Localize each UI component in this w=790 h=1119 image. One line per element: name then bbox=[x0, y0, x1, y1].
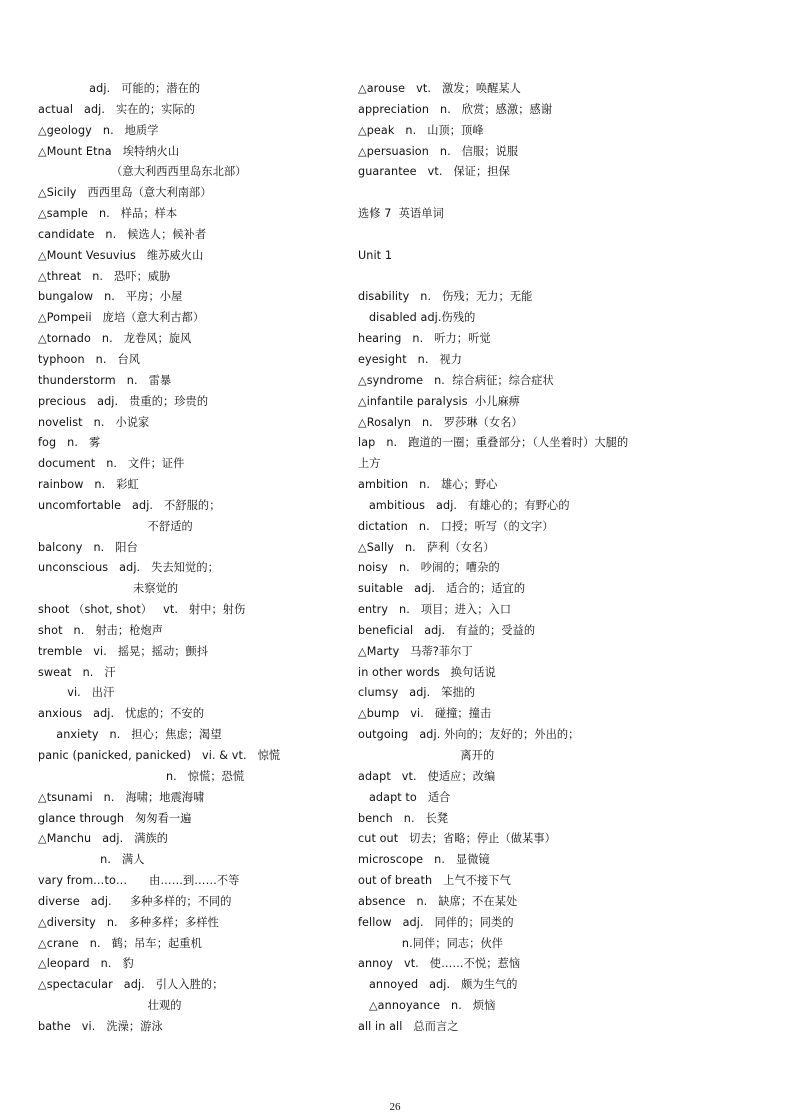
vocab-line: bench n. 长凳 bbox=[358, 811, 449, 825]
vocab-line: typhoon n. 台风 bbox=[38, 352, 141, 366]
vocab-line: shot n. 射击；枪炮声 bbox=[38, 623, 164, 637]
vocab-line: annoyed adj. 颇为生气的 bbox=[358, 978, 518, 992]
vocab-line: out of breath 上气不接下气 bbox=[358, 874, 511, 888]
vocab-line: ambitious adj. 有雄心的；有野心的 bbox=[358, 498, 570, 512]
vocab-line: shoot （shot, shot） vt. 射中；射伤 bbox=[38, 603, 246, 617]
vocab-line: sweat n. 汗 bbox=[38, 665, 116, 679]
vocab-line: annoy vt. 使……不悦；惹恼 bbox=[358, 957, 521, 971]
vocab-line: candidate n. 候选人；候补者 bbox=[38, 227, 207, 241]
vocab-line: diverse adj. 多种多样的；不同的 bbox=[38, 894, 232, 908]
vocab-line: △leopard n. 豹 bbox=[38, 957, 134, 971]
vocab-line: △Mount Vesuvius 维苏威火山 bbox=[38, 248, 204, 262]
vocab-line: adj. 可能的；潜在的 bbox=[38, 82, 201, 95]
vocab-line bbox=[358, 183, 758, 204]
vocab-line: adapt vt. 使适应；改编 bbox=[358, 769, 496, 783]
vocab-line: eyesight n. 视力 bbox=[358, 352, 463, 366]
vocab-line: △Sicily 西西里岛（意大利南部） bbox=[38, 186, 212, 200]
vocab-line: vary from…to… 由……到……不等 bbox=[38, 874, 240, 888]
vocab-line: Unit 1 bbox=[358, 248, 393, 262]
vocab-line bbox=[358, 267, 758, 288]
vocab-line: n. 满人 bbox=[38, 853, 145, 867]
vocab-line: beneficial adj. 有益的；受益的 bbox=[358, 623, 536, 637]
vocab-line: precious adj. 贵重的；珍贵的 bbox=[38, 394, 209, 408]
vocab-line: △spectacular adj. 引人入胜的； bbox=[38, 978, 224, 992]
vocab-line: microscope n. 显微镜 bbox=[358, 853, 490, 867]
vocab-line: △annoyance n. 烦恼 bbox=[358, 999, 496, 1013]
vocab-line: bathe vi. 洗澡；游泳 bbox=[38, 1019, 163, 1033]
vocab-line: 离开的 bbox=[358, 749, 495, 762]
vocab-line: fog n. 雾 bbox=[38, 436, 101, 450]
vocab-line: uncomfortable adj. 不舒服的； bbox=[38, 498, 221, 512]
vocab-line: n.同伴；同志；伙伴 bbox=[358, 936, 504, 950]
vocab-line: balcony n. 阳台 bbox=[38, 540, 138, 554]
vocab-line: △sample n. 样品；样本 bbox=[38, 207, 178, 221]
vocab-line: adapt to 适合 bbox=[358, 790, 451, 804]
vocab-line: △infantile paralysis 小儿麻痹 bbox=[358, 394, 521, 408]
vocab-line: fellow adj. 同伴的；同类的 bbox=[358, 915, 514, 929]
vocab-line: absence n. 缺席；不在某处 bbox=[358, 894, 518, 908]
vocab-line: △threat n. 恐吓；威胁 bbox=[38, 269, 171, 283]
vocab-line: △Marty 马蒂?菲尔丁 bbox=[358, 644, 473, 658]
vocab-line: panic (panicked, panicked) vi. & vt. 惊慌 bbox=[38, 749, 281, 762]
vocab-line: （意大利西西里岛东北部） bbox=[38, 165, 247, 179]
vocab-line: △arouse vt. 激发；唤醒某人 bbox=[358, 82, 521, 95]
vocab-line: lap n. 跑道的一圈；重叠部分；（人坐着时）大腿的 bbox=[358, 436, 629, 450]
vocab-line: bungalow n. 平房；小屋 bbox=[38, 290, 183, 304]
vocab-line: 不舒适的 bbox=[38, 519, 193, 533]
vocab-line: △Manchu adj. 满族的 bbox=[38, 832, 169, 846]
vocab-line: noisy n. 吵闹的；嘈杂的 bbox=[358, 561, 500, 575]
vocab-line: 未察觉的 bbox=[38, 582, 179, 596]
vocab-line: unconscious adj. 失去知觉的； bbox=[38, 561, 219, 575]
vocab-line: novelist n. 小说家 bbox=[38, 415, 150, 429]
vocab-line: △Sally n. 萨利（女名） bbox=[358, 540, 495, 554]
vocab-line: thunderstorm n. 雷暴 bbox=[38, 373, 172, 387]
vocab-line: 选修 7 英语单词 bbox=[358, 207, 444, 221]
vocab-line: entry n. 项目；进入；入口 bbox=[358, 603, 512, 617]
vocab-line: △persuasion n. 信服；说服 bbox=[358, 144, 519, 158]
vocab-line: guarantee vt. 保证；担保 bbox=[358, 165, 510, 179]
vocab-line: n. 惊慌；恐慌 bbox=[38, 769, 245, 783]
vocab-line bbox=[358, 225, 758, 246]
vocab-line: document n. 文件；证件 bbox=[38, 457, 185, 471]
vocab-line: rainbow n. 彩虹 bbox=[38, 478, 139, 492]
vocab-line: 壮观的 bbox=[38, 999, 182, 1013]
vocab-line: △Pompeii 庞培（意大利古都） bbox=[38, 311, 205, 325]
vocab-line: △diversity n. 多种多样；多样性 bbox=[38, 915, 219, 929]
vocab-line: tremble vi. 摇晃；摇动；颤抖 bbox=[38, 644, 209, 658]
vocab-line: 上方 bbox=[358, 457, 381, 471]
right-column bbox=[358, 79, 758, 1038]
vocab-line: hearing n. 听力；听觉 bbox=[358, 332, 491, 346]
vocab-line: glance through 匆匆看一遍 bbox=[38, 811, 192, 825]
vocab-line: anxiety n. 担心；焦虑；渴望 bbox=[38, 728, 222, 742]
vocab-line: all in all 总而言之 bbox=[358, 1019, 459, 1033]
vocab-line: suitable adj. 适合的；适宜的 bbox=[358, 582, 526, 596]
vocab-line: disability n. 伤残；无力；无能 bbox=[358, 290, 533, 304]
vocab-line: dictation n. 口授；听写（的文字） bbox=[358, 519, 554, 533]
vocab-line: appreciation n. 欣赏；感激；感谢 bbox=[358, 102, 553, 116]
vocab-line: △syndrome n. 综合病征；综合症状 bbox=[358, 373, 554, 387]
vocab-line: △Mount Etna 埃特纳火山 bbox=[38, 144, 180, 158]
vocab-line: △peak n. 山顶；顶峰 bbox=[358, 123, 484, 137]
page-number: 26 bbox=[389, 1101, 401, 1113]
vocab-line: anxious adj. 忧虑的；不安的 bbox=[38, 707, 205, 721]
vocab-line: △Rosalyn n. 罗莎琳（女名） bbox=[358, 415, 523, 429]
vocab-line: △bump vi. 碰撞；撞击 bbox=[358, 707, 492, 721]
vocab-line: vi. 出汗 bbox=[38, 686, 115, 700]
vocab-line: in other words 换句话说 bbox=[358, 665, 496, 679]
vocab-line: clumsy adj. 笨拙的 bbox=[358, 686, 476, 700]
vocab-line: △tornado n. 龙卷风；旋风 bbox=[38, 332, 192, 346]
vocab-line: △geology n. 地质学 bbox=[38, 123, 159, 137]
vocab-line: cut out 切去；省略；停止（做某事） bbox=[358, 832, 556, 846]
vocab-line: actual adj. 实在的；实际的 bbox=[38, 102, 196, 116]
vocab-line: △tsunami n. 海啸；地震海啸 bbox=[38, 790, 205, 804]
vocab-line: disabled adj.伤残的 bbox=[358, 311, 476, 325]
vocab-line: outgoing adj. 外向的；友好的；外出的； bbox=[358, 728, 580, 742]
vocab-line: △crane n. 鹤；吊车；起重机 bbox=[38, 936, 202, 950]
vocab-line: ambition n. 雄心；野心 bbox=[358, 478, 498, 492]
